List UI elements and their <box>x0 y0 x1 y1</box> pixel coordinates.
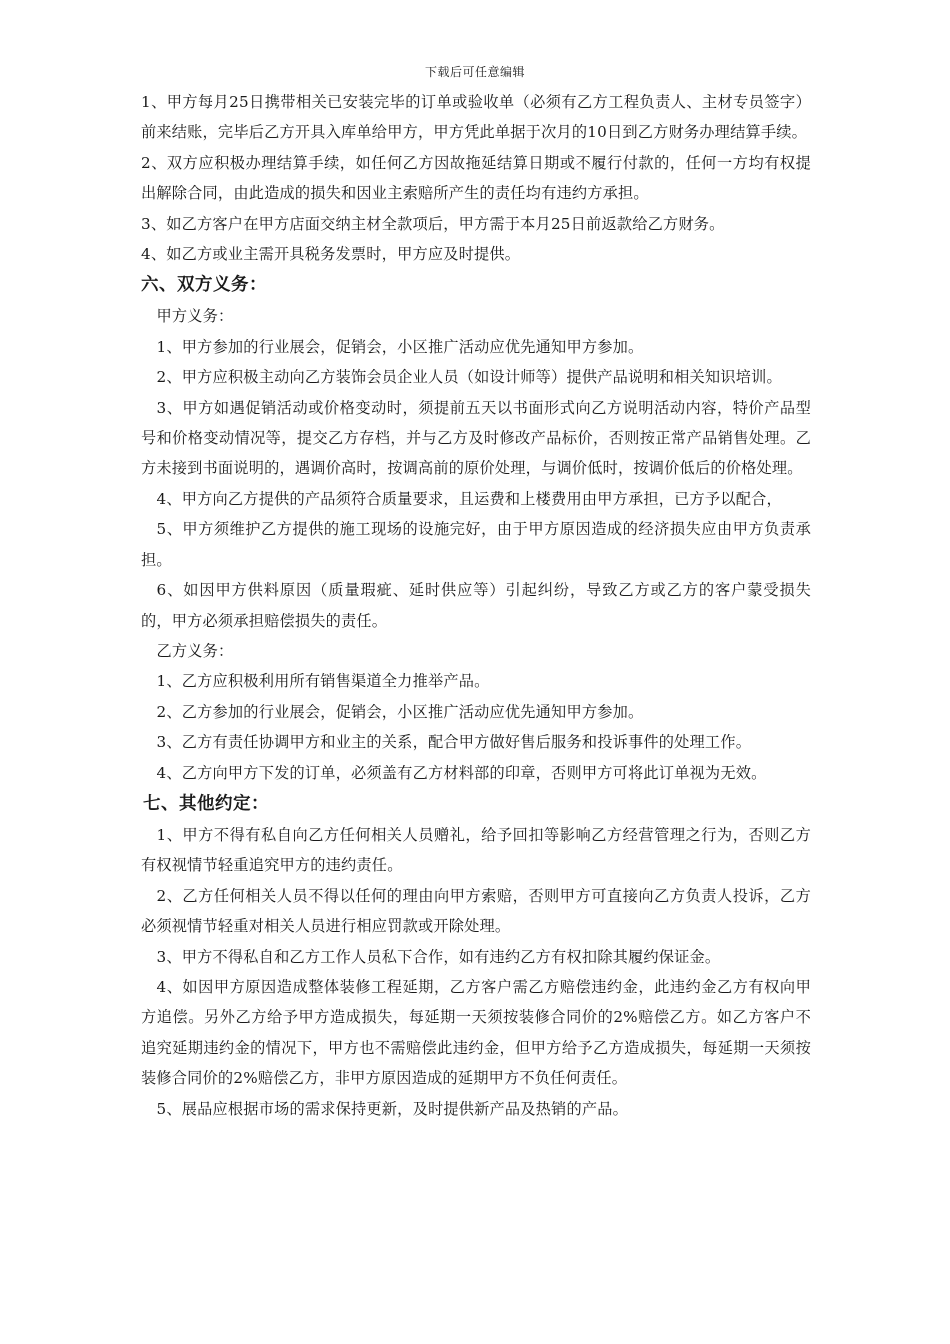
other-item-2: 2、乙方任何相关人员不得以任何的理由向甲方索赔，否则甲方可直接向乙方负责人投诉，乙方必须视情节轻重对相关人员进行相应罚款或开除处理。 <box>141 886 811 936</box>
party-b-obligations <box>141 636 811 788</box>
payment-clause-1: 1、甲方每月25日携带相关已安装完毕的订单或验收单（必须有乙方工程负责人、主材专员签字）前来结账，完毕后乙方开具入库单给甲方，甲方凭此单据于次月的10日到乙方财务办理结算手续。 <box>141 93 811 142</box>
page-header-note: 下载后可任意编辑 <box>424 65 525 79</box>
other-item-1: 1、甲方不得有私自向乙方任何相关人员赠礼，给予回扣等影响乙方经营管理之行为，否则乙方有权视情节轻重追究甲方的违约责任。 <box>141 825 811 875</box>
party-b-item-1: 1、乙方应积极利用所有销售渠道全力推举产品。 <box>156 672 490 691</box>
party-b-label: 乙方义务： <box>156 641 234 660</box>
payment-clauses <box>141 87 811 269</box>
party-a-item-1: 1、甲方参加的行业展会，促销会，小区推广活动应优先通知甲方参加。 <box>156 337 644 356</box>
party-a-item-4: 4、甲方向乙方提供的产品须符合质量要求，且运费和上楼费用由甲方承担，已方予以配合， <box>156 489 782 508</box>
other-agreements <box>141 820 811 1124</box>
payment-clause-4: 4、如乙方或业主需开具税务发票时，甲方应及时提供。 <box>141 245 521 264</box>
party-b-item-4: 4、乙方向甲方下发的订单，必须盖有乙方材料部的印章，否则甲方可将此订单视为无效。 <box>156 763 767 782</box>
party-a-label: 甲方义务： <box>156 307 234 326</box>
party-a-item-6: 6、如因甲方供料原因（质量瑕疵、延时供应等）引起纠纷，导致乙方或乙方的客户蒙受损失的，甲方必须承担赔偿损失的责任。 <box>141 581 811 630</box>
party-a-item-3: 3、甲方如遇促销活动或价格变动时，须提前五天以书面形式向乙方说明活动内容，特价产品型号和价格变动情况等，提交乙方存档，并与乙方及时修改产品标价，否则按正常产品销售处理。乙方未接到书面说明的，遇调价高时，按调高前的原价处理，与调价低时，按调价低后的价格处理。 <box>141 398 811 478</box>
section-7-heading: 七、其他约定： <box>143 793 269 814</box>
payment-clause-2: 2、双方应积极办理结算手续，如任何乙方因故拖延结算日期或不履行付款的，任何一方均有权提出解除合同，由此造成的损失和因业主索赔所产生的责任均有违约方承担。 <box>141 153 811 203</box>
section-6-heading: 六、双方义务： <box>141 275 267 296</box>
party-a-item-2: 2、甲方应积极主动向乙方装饰会员企业人员（如设计师等）提供产品说明和相关知识培训。 <box>156 368 782 387</box>
party-a-obligations <box>141 301 811 635</box>
other-item-3: 3、甲方不得私自和乙方工作人员私下合作，如有违约乙方有权扣除其履约保证金。 <box>156 947 721 966</box>
party-a-item-5: 5、甲方须维护乙方提供的施工现场的设施完好，由于甲方原因造成的经济损失应由甲方负责承担。 <box>141 520 811 569</box>
document-body <box>141 87 811 1124</box>
payment-clause-3: 3、如乙方客户在甲方店面交纳主材全款项后，甲方需于本月25日前返款给乙方财务。 <box>141 214 725 233</box>
other-item-5: 5、展品应根据市场的需求保持更新，及时提供新产品及热销的产品。 <box>156 1099 628 1118</box>
party-b-item-2: 2、乙方参加的行业展会，促销会，小区推广活动应优先通知甲方参加。 <box>156 702 644 721</box>
other-item-4: 4、如因甲方原因造成整体装修工程延期，乙方客户需乙方赔偿违约金，此违约金乙方有权向甲方追偿。另外乙方给予甲方造成损失，每延期一天须按装修合同价的2%赔偿乙方。如乙方客户不追究延期违约金的情况下，甲方也不需赔偿此违约金，但甲方给予乙方造成损失，每延期一天须按装修合同价的2%赔偿乙方，非甲方原因造成的延期甲方不负任何责任。 <box>141 977 811 1088</box>
party-b-item-3: 3、乙方有责任协调甲方和业主的关系，配合甲方做好售后服务和投诉事件的处理工作。 <box>156 733 752 752</box>
